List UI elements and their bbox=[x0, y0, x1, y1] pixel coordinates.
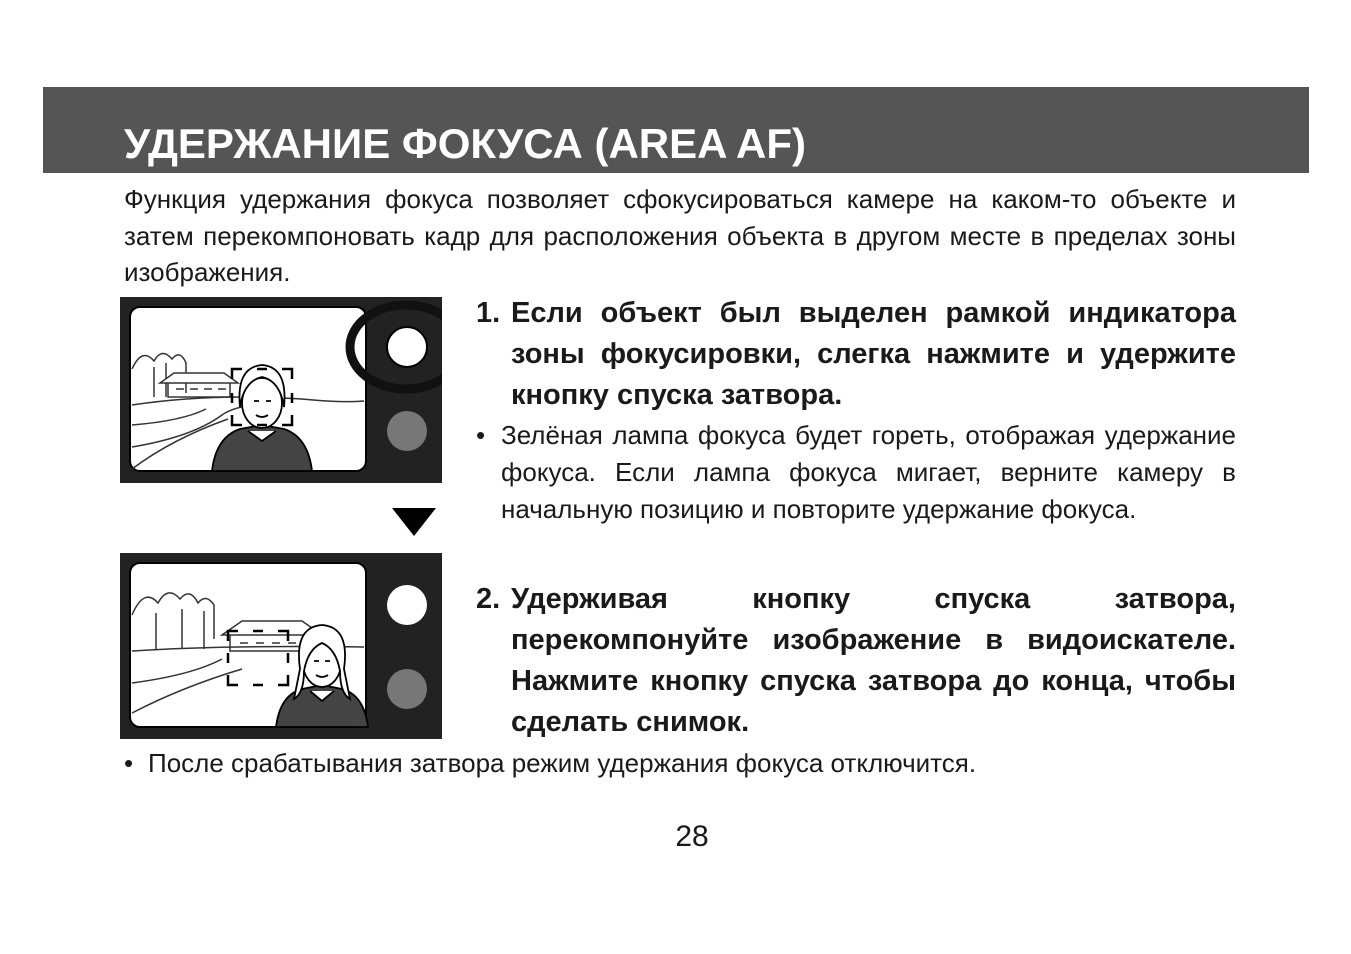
step-2 bbox=[476, 579, 1236, 743]
viewfinder-illustration-1 bbox=[120, 297, 442, 483]
bullet-text: После срабатывания затвора режим удержания фокуса отключится. bbox=[148, 748, 977, 778]
page-title: УДЕРЖАНИЕ ФОКУСА (AREA AF) bbox=[124, 120, 807, 167]
focus-lamp-icon bbox=[387, 585, 427, 625]
bullet-text: Зелёная лампа фокуса будет гореть, отображая удержание фокуса. Если лампа фокуса мигает, верните камеру в начальную позицию и повторите удержание фокуса. bbox=[501, 420, 1236, 524]
focus-lamp-icon bbox=[387, 411, 427, 451]
triangle-down-icon bbox=[392, 508, 436, 536]
viewfinder-illustration-2 bbox=[120, 553, 442, 739]
bullet-symbol: • bbox=[476, 420, 486, 450]
step-number: 1. bbox=[476, 297, 501, 329]
intro-paragraph: Функция удержания фокуса позволяет сфокусироваться камере на каком-то объекте и затем перекомпоновать кадр для расположения объекта в другом месте в пределах зоны изображения. bbox=[124, 184, 1236, 287]
page-number: 28 bbox=[675, 820, 709, 853]
bullet-symbol: • bbox=[124, 748, 134, 778]
focus-lamp-icon bbox=[387, 669, 427, 709]
step-text: Если объект был выделен рамкой индикатора зоны фокусировки, слегка нажмите и удержите кнопку спуска затвора. bbox=[511, 297, 1236, 411]
step-number: 2. bbox=[476, 583, 501, 615]
focus-lamp-icon bbox=[387, 327, 427, 367]
step-text: Удерживая кнопку спуска затвора, перекомпонуйте изображение в видоискателе. Нажмите кнопку спуска затвора до конца, чтобы сделать снимок. bbox=[511, 583, 1236, 738]
step-1 bbox=[476, 293, 1236, 416]
note-bullet-1 bbox=[476, 417, 1236, 528]
note-bullet-2 bbox=[124, 745, 1234, 782]
